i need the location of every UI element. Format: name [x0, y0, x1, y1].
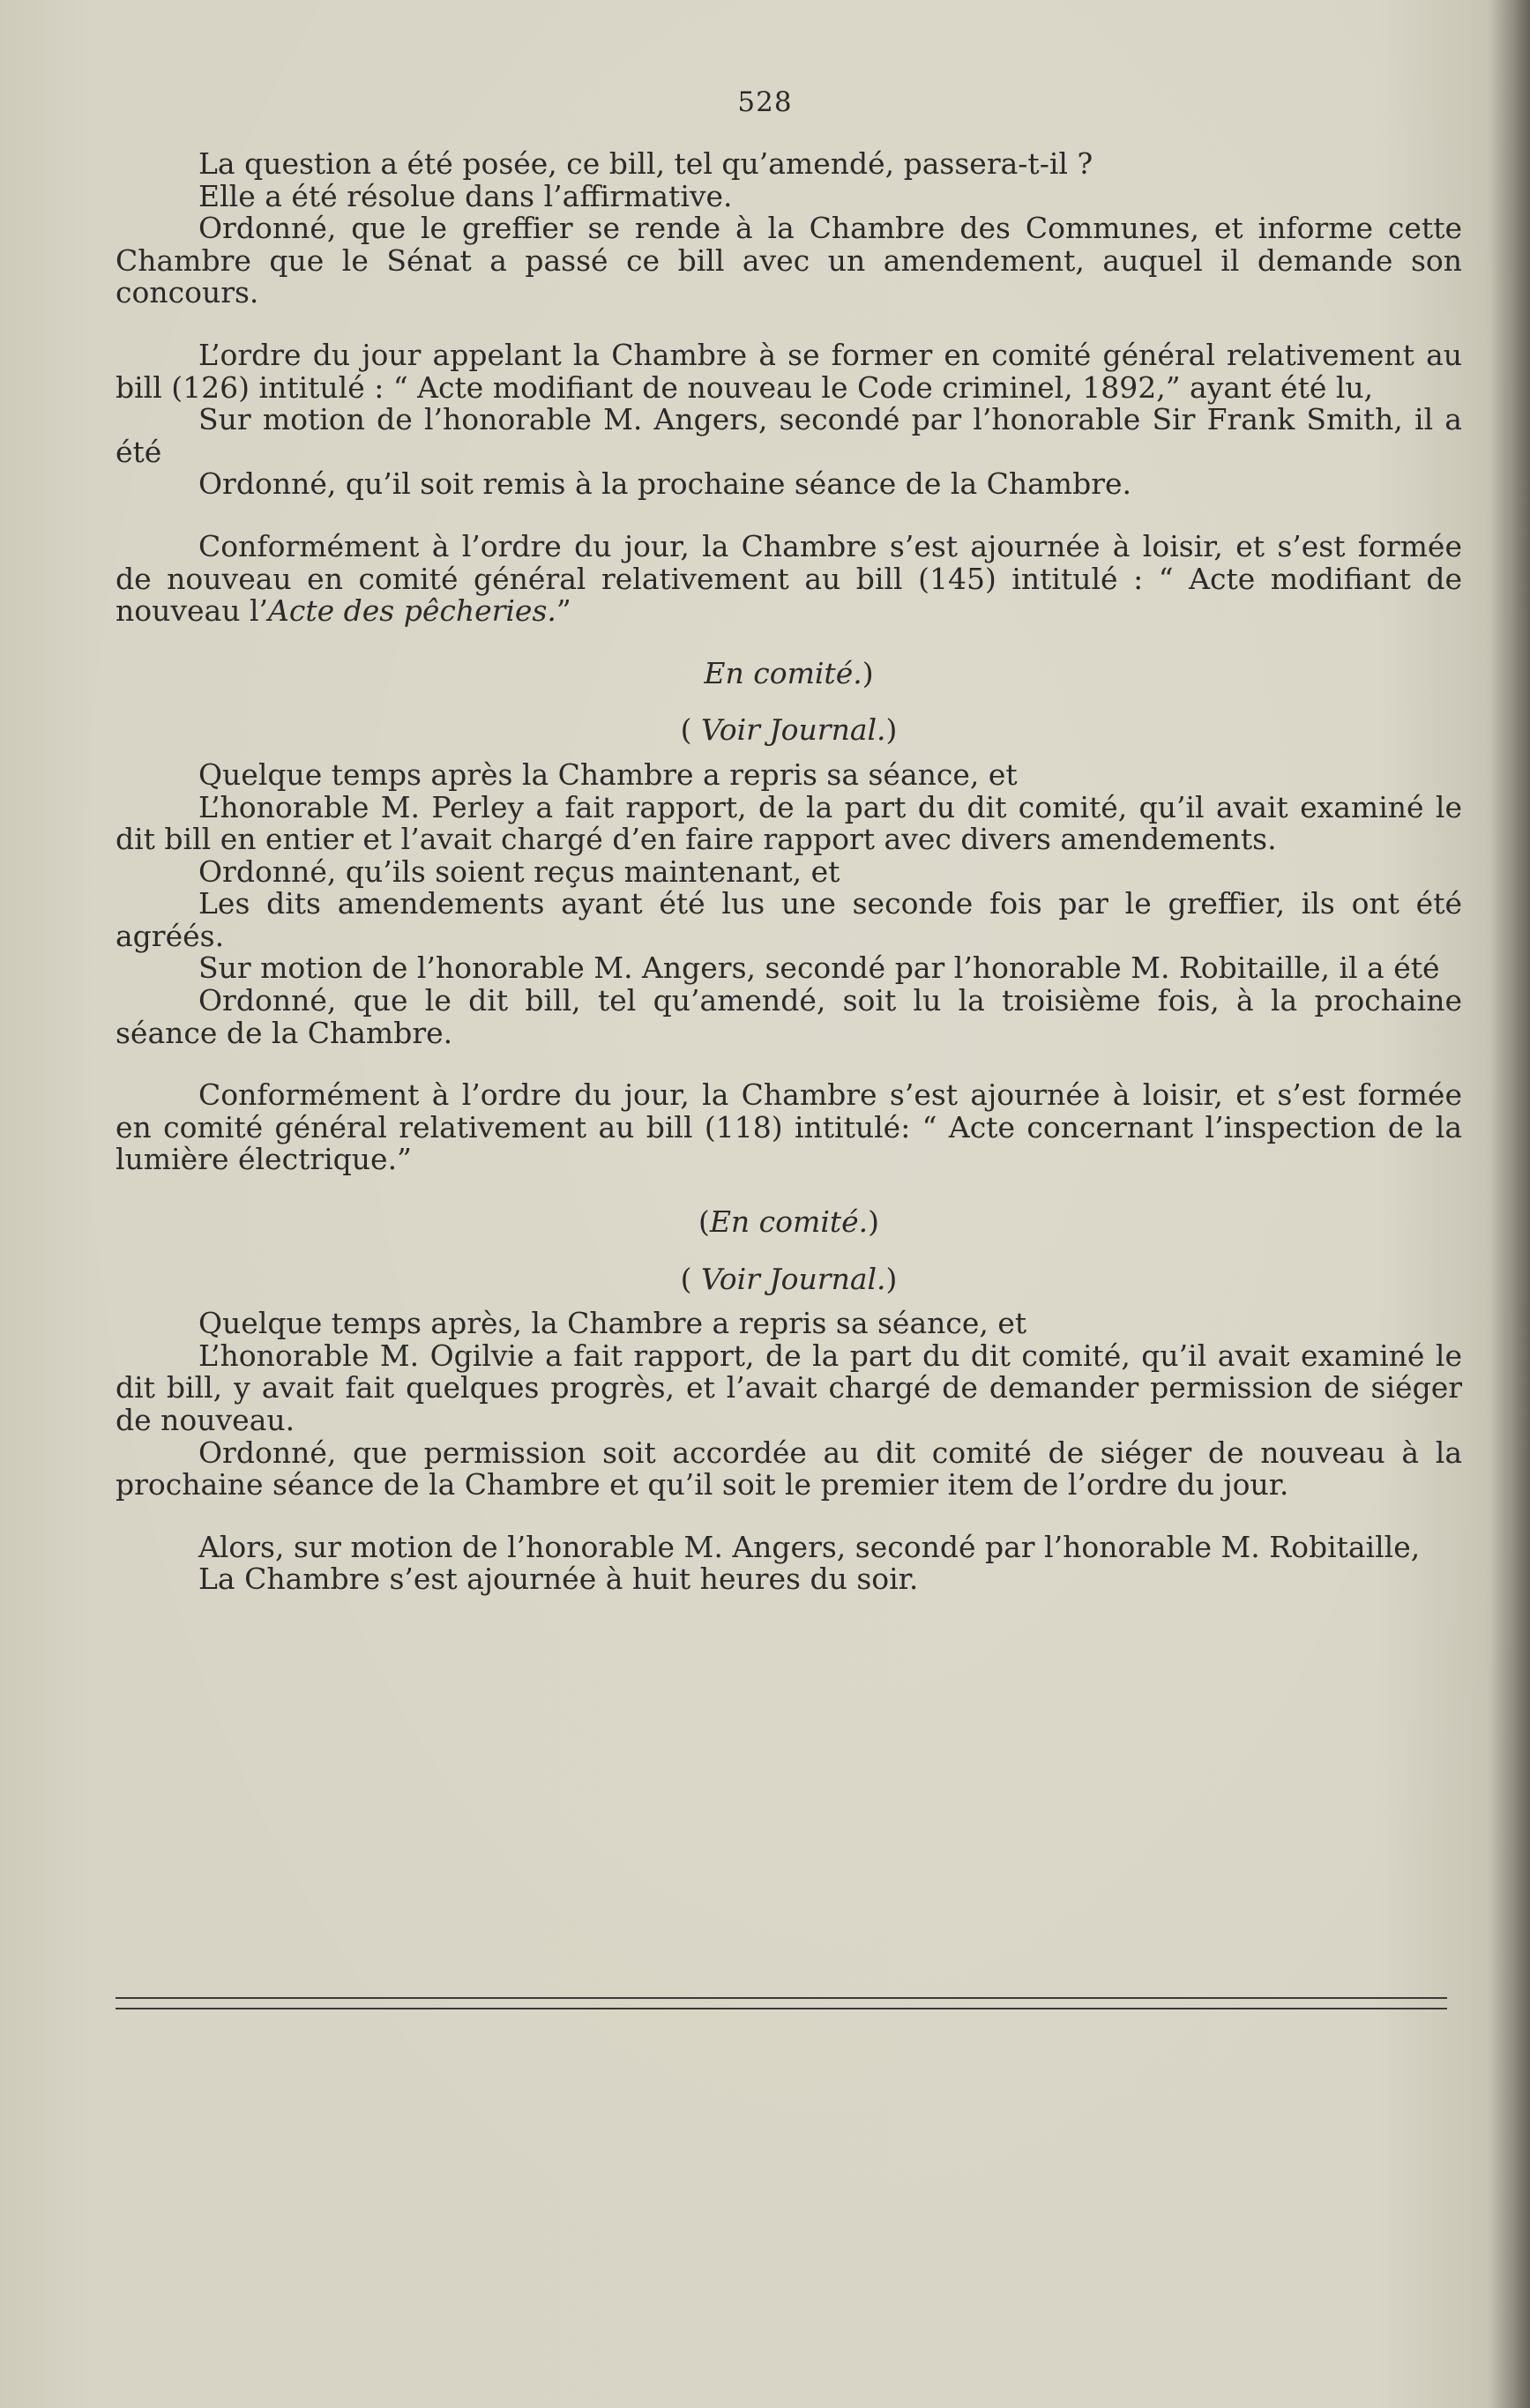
- heading-paren: ): [868, 1204, 880, 1240]
- section-subheading: [116, 1261, 1462, 1296]
- closing-quote: ”: [556, 593, 571, 629]
- heading-paren: ): [885, 1261, 898, 1296]
- paragraph: Conformément à l’ordre du jour, la Chambre s’est ajournée à loisir, et s’est formée en comité général relativement au bill (118) intitulé: “ Acte concernant l’inspection de la lumière électrique.”: [116, 1077, 1462, 1177]
- paragraph: La Chambre s’est ajournée à huit heures du soir.: [198, 1562, 919, 1597]
- paragraph: Ordonné, que permission soit accordée au dit comité de siéger de nouveau à la prochaine séance de la Chambre et qu’il soit le premier item de l’ordre du jour.: [116, 1435, 1462, 1502]
- paragraph: Sur motion de l’honorable M. Angers, secondé par l’honorable Sir Frank Smith, il a été: [116, 402, 1462, 469]
- paragraph: L’honorable M. Perley a fait rapport, de la part du dit comité, qu’il avait examiné le dit bill en entier et l’avait chargé d’en faire rapport avec divers amendements.: [116, 789, 1462, 857]
- paragraph: L’honorable M. Ogilvie a fait rapport, de la part du dit comité, qu’il avait examiné le dit bill, y avait fait quelques progrès, et l’avait chargé de demander permission de siéger de nouveau.: [116, 1338, 1462, 1437]
- page-edge-shadow: [1490, 0, 1530, 2408]
- heading-text: En comité.: [704, 655, 862, 690]
- heading-paren: ): [885, 712, 898, 748]
- paragraph: La question a été posée, ce bill, tel qu’amendé, passera-t-il ?: [198, 146, 1093, 181]
- paragraph: Ordonné, qu’il soit remis à la prochaine séance de la Chambre.: [198, 466, 1132, 502]
- heading-paren: (: [680, 712, 701, 748]
- subheading-text: Voir Journal.: [700, 1261, 886, 1296]
- paragraph: Alors, sur motion de l’honorable M. Angers, secondé par l’honorable M. Robitaille,: [198, 1529, 1421, 1564]
- paragraph: Ordonné, que le greffier se rende à la Chambre des Communes, et informe cette Chambre que le Sénat a passé ce bill avec un amendement, auquel il demande son concours.: [116, 211, 1462, 310]
- section-heading: [116, 655, 1462, 690]
- body-text: [116, 148, 1462, 1596]
- paragraph: L’ordre du jour appelant la Chambre à se former en comité général relativement au bill (126) intitulé : “ Acte modifiant de nouveau le Code criminel, 1892,” ayant été lu,: [116, 337, 1462, 405]
- footer-rule: [116, 2008, 1447, 2009]
- act-title: Acte des pêcheries.: [268, 593, 556, 629]
- paragraph: Quelque temps après la Chambre a repris sa séance, et: [198, 757, 1018, 792]
- heading-text: En comité.: [709, 1204, 869, 1240]
- paragraph-text: Conformément à l’ordre du jour, la Chambre s’est ajournée à loisir, et s’est formée de nouveau en comité général relativement au bill (145) intitulé : “ Acte modifiant de nouveau l’: [116, 528, 1462, 629]
- subheading-text: Voir Journal.: [700, 712, 886, 748]
- paragraph: [116, 528, 1462, 629]
- paragraph: Elle a été résolue dans l’affirmative.: [198, 178, 733, 213]
- section-heading: [116, 1206, 1462, 1239]
- heading-paren: (: [698, 1204, 710, 1240]
- page-number: 528: [737, 86, 793, 118]
- section-subheading: [116, 714, 1462, 747]
- heading-paren: (: [680, 1261, 701, 1296]
- paragraph: Ordonné, que le dit bill, tel qu’amendé, soit lu la troisième fois, à la prochaine séance de la Chambre.: [116, 983, 1462, 1050]
- footer-rule: [116, 1997, 1447, 1999]
- heading-paren: ): [862, 655, 874, 690]
- paragraph: Sur motion de l’honorable M. Angers, secondé par l’honorable M. Robitaille, il a été: [198, 951, 1440, 986]
- paragraph: Quelque temps après, la Chambre a repris sa séance, et: [198, 1306, 1027, 1341]
- paragraph: Ordonné, qu’ils soient reçus maintenant, et: [198, 854, 840, 889]
- paragraph: Les dits amendements ayant été lus une seconde fois par le greffier, ils ont été agréés.: [116, 886, 1462, 953]
